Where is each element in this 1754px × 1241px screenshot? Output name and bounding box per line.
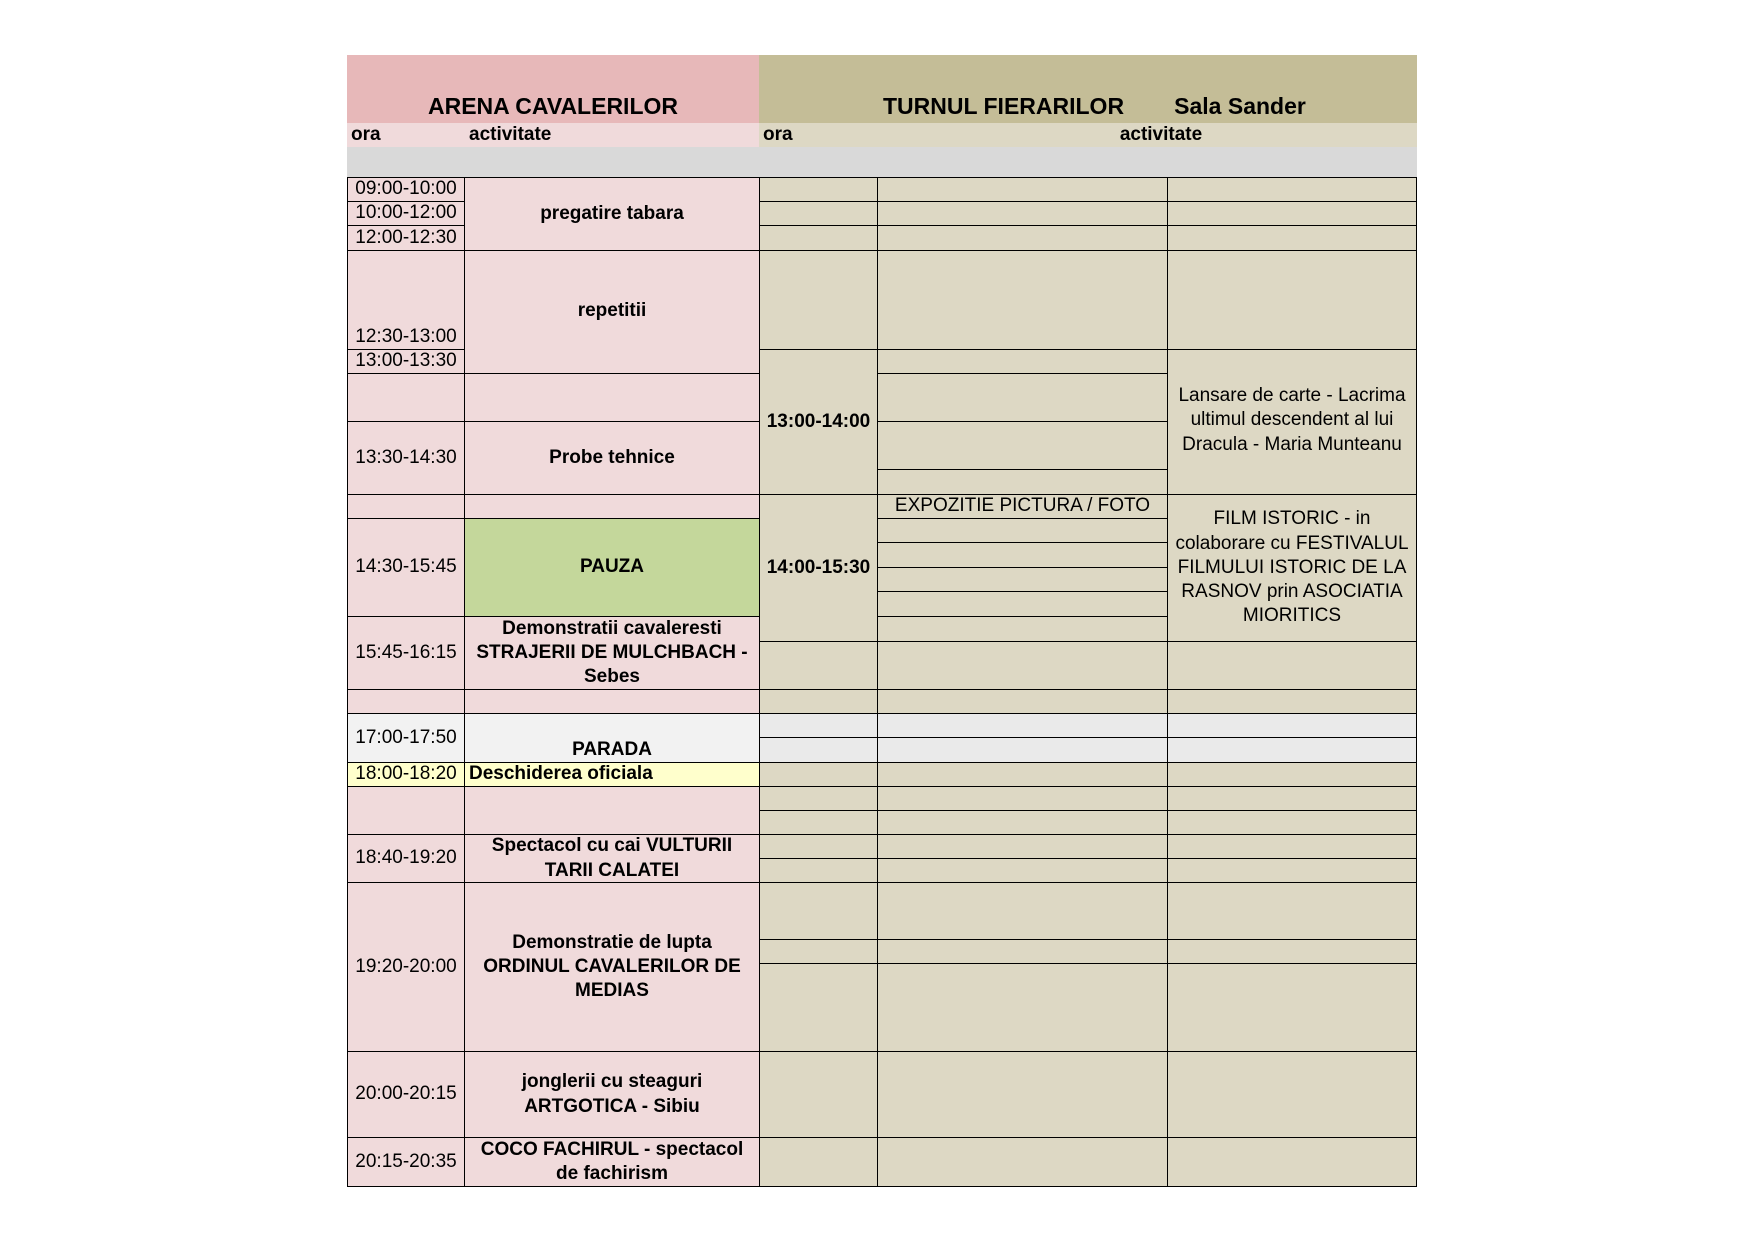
arena-time-cell [347, 882, 465, 1052]
sala-cell [1167, 963, 1417, 1052]
sala-cell [1167, 1137, 1417, 1187]
time-label: 10:00-12:00 [355, 202, 457, 224]
activity-repetitii [464, 250, 760, 374]
sala-cell [1167, 858, 1417, 883]
turnul-time-cell [759, 963, 878, 1052]
turnul-time-cell [759, 1051, 878, 1138]
arena-time-cell [347, 1137, 465, 1187]
arena-col-activitate-label: activitate [469, 123, 552, 145]
arena-col-ora-label: ora [351, 123, 381, 145]
arena-time-cell [347, 689, 465, 714]
turnul-col-activitate-label: activitate [1119, 123, 1203, 145]
sala-title: Sala Sander [1174, 92, 1306, 119]
arena-time-cell [347, 349, 465, 374]
activity-line: COCO FACHIRUL - spectacol [480, 1138, 744, 1160]
sala-cell [1167, 225, 1417, 251]
sala-cell [1167, 882, 1417, 940]
turnul-activity-cell [877, 567, 1168, 592]
turnul-time-1400 [759, 494, 878, 642]
arena-header [347, 55, 759, 123]
arena-time-cell [347, 518, 465, 617]
time-label: 18:00-18:20 [355, 763, 457, 785]
sala-cell [1167, 737, 1417, 763]
turnul-time-cell [759, 250, 878, 350]
sala-cell [1167, 641, 1417, 690]
arena-time-cell [347, 494, 465, 519]
activity-label: Spectacol cu cai VULTURII TARII CALATEI [491, 835, 733, 881]
turnul-activity-cell [877, 421, 1168, 470]
turnul-activity-cell [877, 469, 1168, 495]
sala-cell [1167, 689, 1417, 714]
arena-time-cell [347, 616, 465, 690]
sala-cell [1167, 177, 1417, 202]
arena-time-cell [347, 786, 465, 835]
turnul-col-ora [759, 123, 877, 147]
turnul-activity-cell [877, 963, 1168, 1052]
turnul-activity-cell [877, 518, 1168, 543]
arena-time-cell [347, 762, 465, 787]
sala-cell [1167, 939, 1417, 964]
arena-time-cell [347, 1051, 465, 1138]
activity-demonstratii-cavaleresti [464, 616, 760, 690]
arena-time-cell [347, 713, 465, 763]
activity-label: pregatire tabara [540, 202, 684, 224]
time-label: 15:45-16:15 [355, 641, 457, 663]
activity-label: repetitii [577, 300, 647, 321]
turnul-time-cell [759, 1137, 878, 1187]
time-label: 19:20-20:00 [355, 955, 457, 977]
activity-label: Probe tehnice [549, 446, 675, 468]
turnul-time-cell [759, 786, 878, 811]
activity-label: Deschiderea oficiala [469, 763, 653, 785]
activity-text [471, 617, 753, 690]
turnul-activity-cell [877, 542, 1168, 568]
time-label: 18:40-19:20 [355, 847, 457, 869]
turnul-activity-cell [877, 373, 1168, 422]
time-label: 14:30-15:45 [355, 556, 457, 578]
arena-time-cell [347, 373, 465, 422]
time-label: 14:00-15:30 [766, 557, 871, 579]
activity-probe [464, 421, 760, 495]
arena-time-cell [347, 201, 465, 226]
time-label: 13:30-14:30 [355, 446, 457, 468]
activity-coco-fachirul [464, 1137, 760, 1187]
sala-film-istoric [1167, 494, 1417, 642]
activity-empty [464, 786, 760, 835]
sala-cell [1167, 713, 1417, 738]
activity-line: ARTGOTICA - Sibiu [524, 1095, 700, 1117]
sala-cell [1167, 201, 1417, 226]
turnul-activity-cell [877, 1051, 1168, 1138]
turnul-time-cell [759, 762, 878, 787]
time-label: 20:00-20:15 [355, 1083, 457, 1105]
activity-pregatire [464, 177, 760, 251]
time-label: 09:00-10:00 [355, 178, 457, 200]
turnul-time-cell [759, 882, 878, 940]
turnul-time-cell [759, 737, 878, 763]
time-label: 17:00-17:50 [355, 726, 457, 748]
turnul-title: TURNUL FIERARILOR [883, 92, 1125, 119]
arena-col-activitate [465, 123, 759, 147]
turnul-activity-cell [877, 689, 1168, 714]
turnul-activity-cell [877, 939, 1168, 964]
turnul-activity-cell [877, 1137, 1168, 1187]
activity-text [481, 1138, 744, 1187]
activity-empty [464, 373, 760, 422]
turnul-activity-cell [877, 641, 1168, 690]
sala-cell [1167, 250, 1417, 350]
activity-text [473, 931, 751, 1004]
turnul-activity-cell [877, 591, 1168, 617]
activity-spectacol-cai [464, 834, 760, 883]
sala-sander-header [1165, 55, 1315, 123]
activity-line: Demonstratii cavaleresti [502, 617, 722, 639]
activity-label: PARADA [572, 738, 652, 760]
sala-lansare-carte [1167, 349, 1417, 495]
arena-time-cell [347, 834, 465, 883]
activity-deschiderea-oficiala [464, 762, 760, 787]
time-label: 13:00-14:00 [766, 410, 871, 432]
turnul-col-activitate [877, 123, 1417, 147]
arena-title: ARENA CAVALERILOR [427, 92, 678, 119]
time-label: 13:00-13:30 [355, 350, 457, 372]
turnul-time-cell [759, 689, 878, 714]
activity-line: de fachirism [556, 1163, 668, 1184]
sala-cell [1167, 1051, 1417, 1138]
turnul-col-ora-label: ora [763, 123, 793, 145]
turnul-activity-cell [877, 177, 1168, 202]
turnul-activity-cell [877, 834, 1168, 859]
activity-empty [464, 494, 760, 519]
time-label: 12:30-13:00 [355, 325, 457, 347]
sala-cell [1167, 786, 1417, 811]
turnul-time-cell [759, 641, 878, 690]
arena-time-cell [347, 177, 465, 202]
arena-col-ora [347, 123, 465, 147]
turnul-time-cell [759, 177, 878, 202]
turnul-expozitie [877, 494, 1168, 519]
turnul-activity-cell [877, 225, 1168, 251]
spacer-band [347, 147, 1417, 177]
activity-line: jonglerii cu steaguri [521, 1071, 703, 1093]
sala-cell [1167, 762, 1417, 787]
turnul-activity-cell [877, 616, 1168, 642]
turnul-time-cell [759, 834, 878, 859]
turnul-time-cell [759, 225, 878, 251]
time-label: 12:00-12:30 [355, 226, 457, 248]
turnul-time-cell [759, 858, 878, 883]
turnul-activity-cell [877, 250, 1168, 350]
sala-cell [1167, 834, 1417, 859]
turnul-time-cell [759, 713, 878, 738]
activity-demonstratie-lupta [464, 882, 760, 1052]
activity-label: FILM ISTORIC - in colaborare cu FESTIVALUL FILMULUI ISTORIC DE LA RASNOV prin ASOCIATIA MIORITICS [1175, 508, 1409, 627]
arena-time-cell [347, 421, 465, 495]
sala-cell [1167, 810, 1417, 835]
turnul-activity-cell [877, 349, 1168, 374]
activity-label: EXPOZITIE PICTURA / FOTO [894, 495, 1151, 517]
turnul-activity-cell [877, 713, 1168, 738]
activity-line: STRAJERII DE MULCHBACH - Sebes [476, 641, 748, 688]
turnul-header [759, 55, 1417, 123]
activity-jonglerii [464, 1051, 760, 1138]
activity-parada [464, 713, 760, 763]
turnul-time-cell [759, 810, 878, 835]
arena-time-cell [347, 225, 465, 251]
activity-text [522, 1070, 703, 1119]
turnul-activity-cell [877, 810, 1168, 835]
activity-label: Lansare de carte - Lacrima ultimul descendent al lui Dracula - Maria Munteanu [1178, 385, 1406, 455]
activity-label: PAUZA [579, 556, 645, 578]
turnul-activity-cell [877, 762, 1168, 787]
turnul-activity-cell [877, 858, 1168, 883]
turnul-activity-cell [877, 737, 1168, 763]
turnul-activity-cell [877, 786, 1168, 811]
turnul-time-cell [759, 939, 878, 964]
arena-time-cell [347, 250, 465, 350]
turnul-time-1300 [759, 349, 878, 495]
activity-line: Demonstratie de lupta [512, 931, 712, 953]
time-label: 20:15-20:35 [355, 1150, 457, 1172]
activity-line: ORDINUL CAVALERILOR DE MEDIAS [483, 955, 741, 1002]
turnul-time-cell [759, 201, 878, 226]
activity-pauza [464, 518, 760, 617]
turnul-activity-cell [877, 201, 1168, 226]
turnul-activity-cell [877, 882, 1168, 940]
activity-empty [464, 689, 760, 714]
